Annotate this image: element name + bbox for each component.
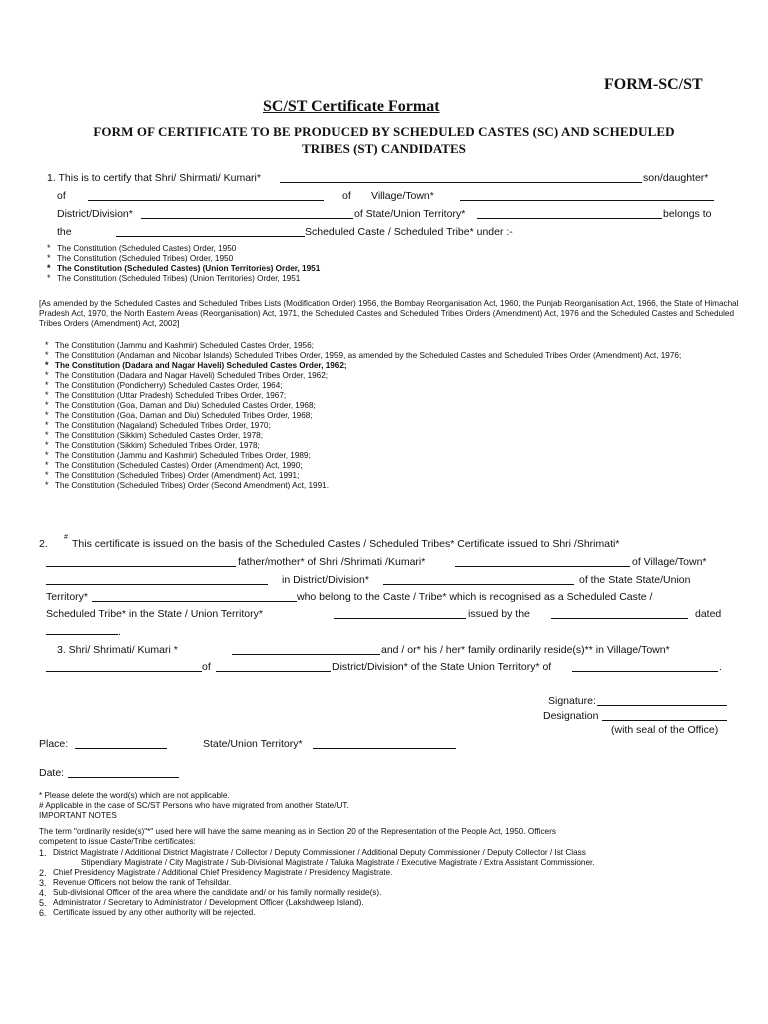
parent-relative-field[interactable]: [455, 566, 630, 567]
issue-date-field[interactable]: [46, 634, 118, 635]
dated-label: dated: [695, 608, 722, 620]
name-field[interactable]: [280, 182, 642, 183]
para1-line1-text: 1. This is to certify that Shri/ Shirmati/ Kumari*: [47, 172, 261, 184]
order-item: * The Constitution (Goa, Daman and Diu) Scheduled Tribes Order, 1968;: [45, 411, 735, 421]
order-item: * The Constitution (Scheduled Tribes) (Union Territories) Order, 1951: [47, 274, 747, 284]
para2-line5: Scheduled Tribe* in the State / Union Territory*: [46, 608, 263, 620]
issued-by-label: issued by the: [468, 608, 530, 620]
para1-of-label-2: of: [342, 190, 351, 202]
order-item: * The Constitution (Sikkim) Scheduled Castes Order, 1978;: [45, 431, 735, 441]
date-field[interactable]: [68, 777, 179, 778]
district-field[interactable]: [141, 218, 353, 219]
order-item: * The Constitution (Dadara and Nagar Haveli) Scheduled Tribes Order, 1962;: [45, 371, 735, 381]
state-ut-bottom-field[interactable]: [313, 748, 456, 749]
note-number: 1.: [39, 848, 47, 858]
para2-territory-field[interactable]: [92, 601, 297, 602]
heading-line-1: FORM OF CERTIFICATE TO BE PRODUCED BY SCHEDULED CASTES (SC) AND SCHEDULED: [93, 124, 675, 139]
footnote-delete: * Please delete the word(s) which are not applicable.: [39, 791, 230, 800]
order-item: * The Constitution (Dadara and Nagar Haveli) Scheduled Castes Order, 1962;: [45, 361, 735, 371]
sc-st-under-label: Scheduled Caste / Scheduled Tribe* under :-: [305, 226, 513, 238]
para2-village-label: of Village/Town*: [632, 556, 707, 568]
para3-district-label: District/Division* of the State Union Territory* of: [332, 661, 552, 673]
order-item: * The Constitution (Scheduled Castes) Order, 1950: [47, 244, 747, 254]
term-intro: The term "ordinarily reside(s)"*" used here will have the same meaning as in Section 20 of the Representation of the People Act, 1950. Officers: [39, 827, 556, 836]
note-text: Revenue Officers not below the rank of Tehsildar.: [53, 878, 232, 887]
page-title: SC/ST Certificate Format: [263, 98, 440, 115]
note-text: Chief Presidency Magistrate / Additional Chief Presidency Magistrate / Presidency Magistrate.: [53, 868, 393, 877]
order-item: * The Constitution (Goa, Daman and Diu) Scheduled Castes Order, 1968;: [45, 401, 735, 411]
order-item: * The Constitution (Jammu and Kashmir) Scheduled Tribes Order, 1989;: [45, 451, 735, 461]
note-text: Administrator / Secretary to Administrator / Development Officer (Lakshdweep Island).: [53, 898, 364, 907]
village-town-field[interactable]: [460, 200, 714, 201]
state-ut-label: of State/Union Territory*: [354, 208, 466, 220]
para2-state-label: of the State State/Union: [579, 574, 691, 586]
para3-line1: 3. Shri/ Shrimati/ Kumari *: [57, 644, 178, 656]
para1-of-label: of: [57, 190, 66, 202]
note-number: 3.: [39, 878, 47, 888]
para2-state-ut-field[interactable]: [334, 618, 466, 619]
para3-family-reside: and / or* his / her* family ordinarily reside(s)** in Village/Town*: [381, 644, 670, 656]
note-number: 6.: [39, 908, 47, 918]
signature-field[interactable]: [597, 705, 727, 706]
belongs-to-label: belongs to: [663, 208, 712, 220]
para2-line1: This certificate is issued on the basis of the Scheduled Castes / Scheduled Tribes* Certificate issued to Shri /Shrimati*: [72, 538, 620, 550]
order-item: * The Constitution (Scheduled Tribes) Order (Second Amendment) Act, 1991.: [45, 481, 735, 491]
heading-line-2: TRIBES (ST) CANDIDATES: [302, 141, 466, 156]
parent-name-field[interactable]: [46, 566, 236, 567]
para2-territory-label: Territory*: [46, 591, 89, 603]
the-label: the: [57, 226, 72, 238]
order-item: * The Constitution (Scheduled Tribes) Order (Amendment) Act, 1991;: [45, 471, 735, 481]
father-name-field[interactable]: [88, 200, 324, 201]
para3-period: .: [719, 661, 722, 673]
para2-district-label: in District/Division*: [282, 574, 369, 586]
order-item: * The Constitution (Scheduled Tribes) Order, 1950: [47, 254, 747, 264]
order-item: * The Constitution (Scheduled Castes) (Union Territories) Order, 1951: [47, 264, 747, 274]
officer-note-item: [39, 898, 739, 908]
caste-tribe-field[interactable]: [116, 236, 305, 237]
para3-district-field[interactable]: [216, 671, 331, 672]
order-item: * The Constitution (Nagaland) Scheduled Tribes Order, 1970;: [45, 421, 735, 431]
footnote-migrated: # Applicable in the case of SC/ST Persons who have migrated from another State/UT.: [39, 801, 349, 810]
officer-notes-list: [39, 848, 739, 918]
seal-note: (with seal of the Office): [611, 724, 719, 736]
para2-hash: #: [64, 534, 68, 541]
note-number: 4.: [39, 888, 47, 898]
order-item: * The Constitution (Uttar Pradesh) Scheduled Tribes Order, 1967;: [45, 391, 735, 401]
place-label: Place:: [39, 738, 69, 750]
place-field[interactable]: [75, 748, 167, 749]
issuing-authority-field[interactable]: [551, 618, 688, 619]
competent-officers: competent to issue Caste/Tribe certificates:: [39, 837, 196, 846]
officer-note-item: [39, 848, 739, 858]
note-number: 2.: [39, 868, 47, 878]
officer-note-item: [39, 888, 739, 898]
designation-field[interactable]: [602, 720, 727, 721]
designation-label: Designation: [543, 710, 599, 722]
date-label: Date:: [39, 767, 65, 779]
officer-note-item: [39, 878, 739, 888]
para2-number: 2.: [39, 538, 48, 550]
state-ut-field[interactable]: [477, 218, 662, 219]
amended-note: [As amended by the Scheduled Castes and Scheduled Tribes Lists (Modification Order) 1956, the Bombay Reorganisation Act, 1960, the Punjab Reorganisation Act, 1966, the State of Himachal Pradesh Act, 1970, the North Eastern Areas (Reorganisation) Act, 1971, the Scheduled Castes and Scheduled Tribes Orders (Amendment) Act, 1976 and the Scheduled Castes and Scheduled Tribes Orders (Amendment) Act, 2002]: [39, 299, 739, 328]
para2-period: .: [118, 626, 121, 638]
order-item: * The Constitution (Pondicherry) Scheduled Castes Order, 1964;: [45, 381, 735, 391]
officer-note-item: [39, 868, 739, 878]
note-continuation: Stipendiary Magistrate / City Magistrate / Sub-Divisional Magistrate / Taluka Magistrate / Executive Magistrate / Extra Assistant Commissioner.: [81, 858, 595, 867]
form-code: FORM-SC/ST: [604, 76, 703, 93]
note-text: District Magistrate / Additional District Magistrate / Collector / Deputy Commissioner / Additional Deputy Commissioner / Deputy Collector / Ist Class: [53, 848, 586, 857]
para3-of-label: of: [202, 661, 211, 673]
note-text: Certificate issued by any other authority will be rejected.: [53, 908, 256, 917]
village-town-label: Village/Town*: [371, 190, 434, 202]
para1-son-daughter: son/daughter*: [643, 172, 709, 184]
state-ut-bottom-label: State/Union Territory*: [203, 738, 303, 750]
officer-note-item: [39, 908, 739, 918]
para2-district-field[interactable]: [383, 584, 574, 585]
para2-village-field[interactable]: [46, 584, 268, 585]
para3-state-field[interactable]: [572, 671, 718, 672]
order-item: * The Constitution (Scheduled Castes) Order (Amendment) Act, 1990;: [45, 461, 735, 471]
order-item: * The Constitution (Andaman and Nicobar Islands) Scheduled Tribes Order, 1959, as amended by the Scheduled Castes and Scheduled Tribes Order (Amendment) Act, 1976;: [45, 351, 735, 361]
signature-label: Signature:: [548, 695, 596, 707]
para2-line4: who belong to the Caste / Tribe* which is recognised as a Scheduled Caste /: [297, 591, 653, 603]
para3-name-field[interactable]: [232, 654, 380, 655]
note-number: 5.: [39, 898, 47, 908]
para3-village-field[interactable]: [46, 671, 202, 672]
orders-list-2: [45, 341, 735, 491]
order-item: * The Constitution (Jammu and Kashmir) Scheduled Castes Order, 1956;: [45, 341, 735, 351]
note-text: Sub-divisional Officer of the area where the candidate and/ or his family normally reside(s).: [53, 888, 382, 897]
orders-list-1: [47, 244, 747, 284]
para2-line2: father/mother* of Shri /Shrimati /Kumari*: [238, 556, 426, 568]
order-item: * The Constitution (Sikkim) Scheduled Tribes Order, 1978;: [45, 441, 735, 451]
district-label: District/Division*: [57, 208, 133, 220]
important-notes-heading: IMPORTANT NOTES: [39, 811, 117, 820]
